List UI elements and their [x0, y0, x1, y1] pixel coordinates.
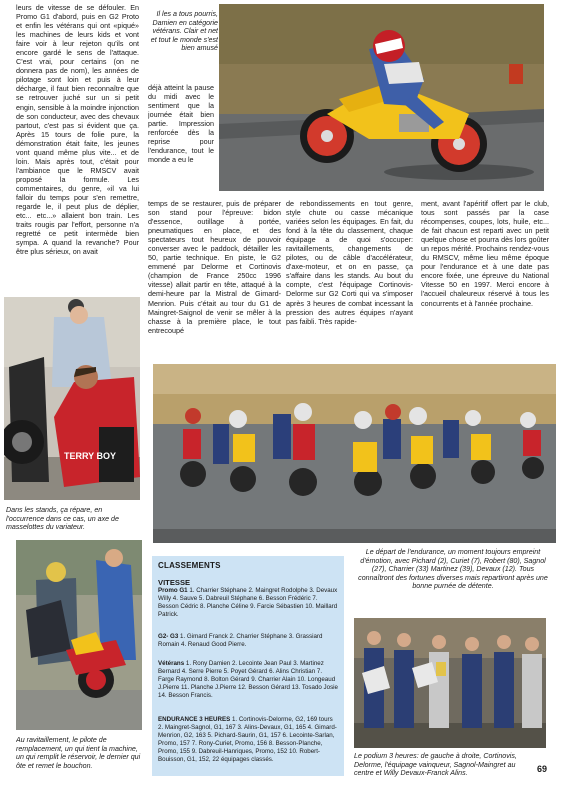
- photo-yellow-bike-image: [219, 4, 544, 191]
- article-column-2-bottom: [148, 199, 281, 359]
- caption-top: [146, 10, 218, 82]
- endurance-results: 1. Cortinovis-Delorme, G2, 169 tours 2. Maingret-Sagnol, G1, 167 3. Alins-Devaux, G1, 165 4. Gimard-Menrion, G2, 163 5. Pichard-Saurin, G1, 157 6. Lecointe-Sarlan, Promo, 157 7. Rony-Curiet, Promo, 156 8. Besson-Planche, Promo, 155 9. Dabreuil-Hanriques, Promo, 152 10. Robert-Bouisson, G1, 152, 22 équipages classés.: [158, 716, 337, 763]
- classements-box: [152, 556, 344, 776]
- photo-ravitaillement: [16, 540, 142, 730]
- veterans-results: 1. Rony Damien 2. Lecointe Jean Paul 3. Martinez Bernard 4. Serre Pierre 5. Poyet Gérard 6. Alins Christian 7. Farge Raymond 8. Bolton Gérard 9. Charrier Alain 10. Longeaud J.Pierre 11. Planche J.Pierre 12. Besson Gérard 13. Tosado Josie 14. Besson Francis.: [158, 660, 338, 699]
- caption-top-text: Il les a tous pourris, Damien en catégorie vétérans. Clair et net et tout le monde s'est bien amusé: [150, 10, 218, 53]
- photo-podium-image: [354, 618, 546, 748]
- endurance-section: [158, 716, 338, 764]
- photo-stands-image: [4, 297, 140, 500]
- photo-endurance-start-image: [153, 364, 556, 543]
- page-number: 69: [537, 764, 548, 774]
- photo-ravitaillement-image: [16, 540, 142, 730]
- photo-stands: [4, 297, 140, 500]
- photo-endurance-start: [153, 364, 556, 543]
- article-column-1: [16, 3, 139, 293]
- classements-title: CLASSEMENTS: [158, 561, 221, 570]
- caption-ravitaillement-text: Au ravitaillement, le pilote de remplacement, un qui tient la machine, un qui remplit le réservoir, le dernier qui ôte et remet le bouchon.: [16, 736, 141, 770]
- caption-ravitaillement: [16, 736, 142, 800]
- promo-results: 1. Charrier Stéphane 2. Maingret Rodolphe 3. Devaux Willy 4. Sauve 5. Dabreuil Stéphane 6. Besson Frédéric 7. Besson Cédric 8. Planche Céline 9. Farcie Sébastien 10. Maillard Patrick.: [158, 587, 338, 618]
- caption-podium-text: Le podium 3 heures: de gauche à droite, Cortinovis, Delorme, l'équipage vainqueur, Sagnol-Maingret au centre et Willy Devaux-Franck Alins.: [354, 752, 517, 778]
- article-text-col1: leurs de vitesse de se défouler. En Promo G1 d'abord, puis en G2 Proto et enfin les vétérans qui ont «piqué» les machines de leurs kids et vont faire voir à leur rejeton qu'ils ont encore gardé le sens de l'attaque. C'est vrai, pour certains (on ne donnera pas de nom), les années de pilotage sont loin et puis à leur décharge, il faut bien reconnaître que se retrouver juché sur un si petit engin, sensible à la moindre injonction de son conducteur, avec des chevaux partout, c'est pas si évident que ça. Après 15 tours de folie pure, la démonstration était faite, les jeunes vont quand même plus vite... et de loin. Mais après tout, c'était pour l'ambiance que le RMSCV avait proposé la formule. Les commentaires, du genre, «il va lui falloir du temps pour s'en remettre, regarde le, il peut plus de déplier, etc... etc...» allaient bon train. Les traits rougis par l'effort, personne n'a regretté ce petit intermède bien sympa. A quand la revanche? Pour être plus sérieux, on avait: [16, 3, 139, 257]
- article-column-2-top: [148, 83, 214, 198]
- g2-section: [158, 633, 338, 649]
- photo-podium: [354, 618, 546, 748]
- article-text-col3: de rebondissements en tout genre, style chute ou casse mécanique variées selon les équipages. En fait, du fond à la tête du classement, chaque équipage a de quoi s'occuper: ravitaillements, changements de pilotes, ou de câble d'accélérateur, d'axe-moteur, et on en passe, ça s'affaire dans les stands. Au bout du compte, c'est l'équipage Cortinovis-Delorme sur G2 Corti qui va s'imposer après 3 heures de combat incessant la pression des autres équipes n'ayant pas faibli. Très rapide-: [286, 199, 413, 326]
- article-text-col2-top: déjà atteint la pause du midi avec le sentiment que la journée était bien partie. Impression renforcée dès la reprise pour l'endurance, tout le monde a eu le: [148, 83, 214, 165]
- endurance-label: ENDURANCE 3 HEURES: [158, 716, 231, 723]
- caption-stands-text: Dans les stands, ça répare, en l'occurrence dans ce cas, un axe de masselottes du variateur.: [6, 506, 119, 532]
- veterans-section: [158, 660, 338, 700]
- g2-results: 1. Gimard Franck 2. Charrier Stéphane 3. Grassiard Romain 4. Renaud Good Pierre.: [158, 633, 323, 648]
- promo-label: Promo G1: [158, 587, 188, 594]
- caption-depart: [358, 548, 548, 600]
- caption-stands: [6, 506, 140, 536]
- vitesse-heading: VITESSE: [158, 578, 191, 587]
- classements-header: [158, 561, 338, 570]
- jacket-text: TERRY BOY: [64, 451, 117, 461]
- caption-depart-text: Le départ de l'endurance, un moment toujours empreint d'émotion, avec Pichard (2), Curiet (7), Robert (80), Sagnol (27), Charrier (33) Martinez (39), Devaux (12). Tous connaîtront des fortunes diverses mais repartiront après une bonne purnée de détente.: [358, 548, 548, 591]
- photo-yellow-bike: [219, 4, 544, 191]
- veterans-label: Vétérans: [158, 660, 185, 667]
- caption-podium: [354, 752, 522, 796]
- g2-label: G2- G3: [158, 633, 179, 640]
- article-text-col4: ment, avant l'apéritif offert par le club, tous sont passés par la case récompenses, coupes, lots, huile, etc... de fait chacun est reparti avec un petit quelque chose et pourra dès lors goûter un repos mérité. Prochains rendez-vous du RMSCV, même lieu même époque pour l'endurance et à une date pas encore fixée, une épreuve du National Vitesse 50 en 1997. Merci encore à l'accueil chaleureux réservé à tous les concurrents et à l'année prochaine.: [421, 199, 549, 308]
- article-column-3: [286, 199, 413, 359]
- article-text-col2-bottom: temps de se restaurer, puis de préparer son stand pour l'épreuve: bidon d'essence, outillage à portée, pneumatiques en place, et des spectateurs tout heureux de pouvoir converser avec le paddock, détailler les 50, partie technique. En piste, le G2 emmené par Delorme et Cortinovis (champion de France 250cc 1996 vitesse) allait partir en tête, attaqué à la demi-heure par la Mistral de Gimard-Menrion. Puis c'était au tour du G1 de Maingret-Saignol de venir se mêler à la chasse à la première place, le tout entrecoupé: [148, 199, 281, 335]
- vitesse-section: [158, 578, 338, 619]
- article-column-4: [421, 199, 549, 359]
